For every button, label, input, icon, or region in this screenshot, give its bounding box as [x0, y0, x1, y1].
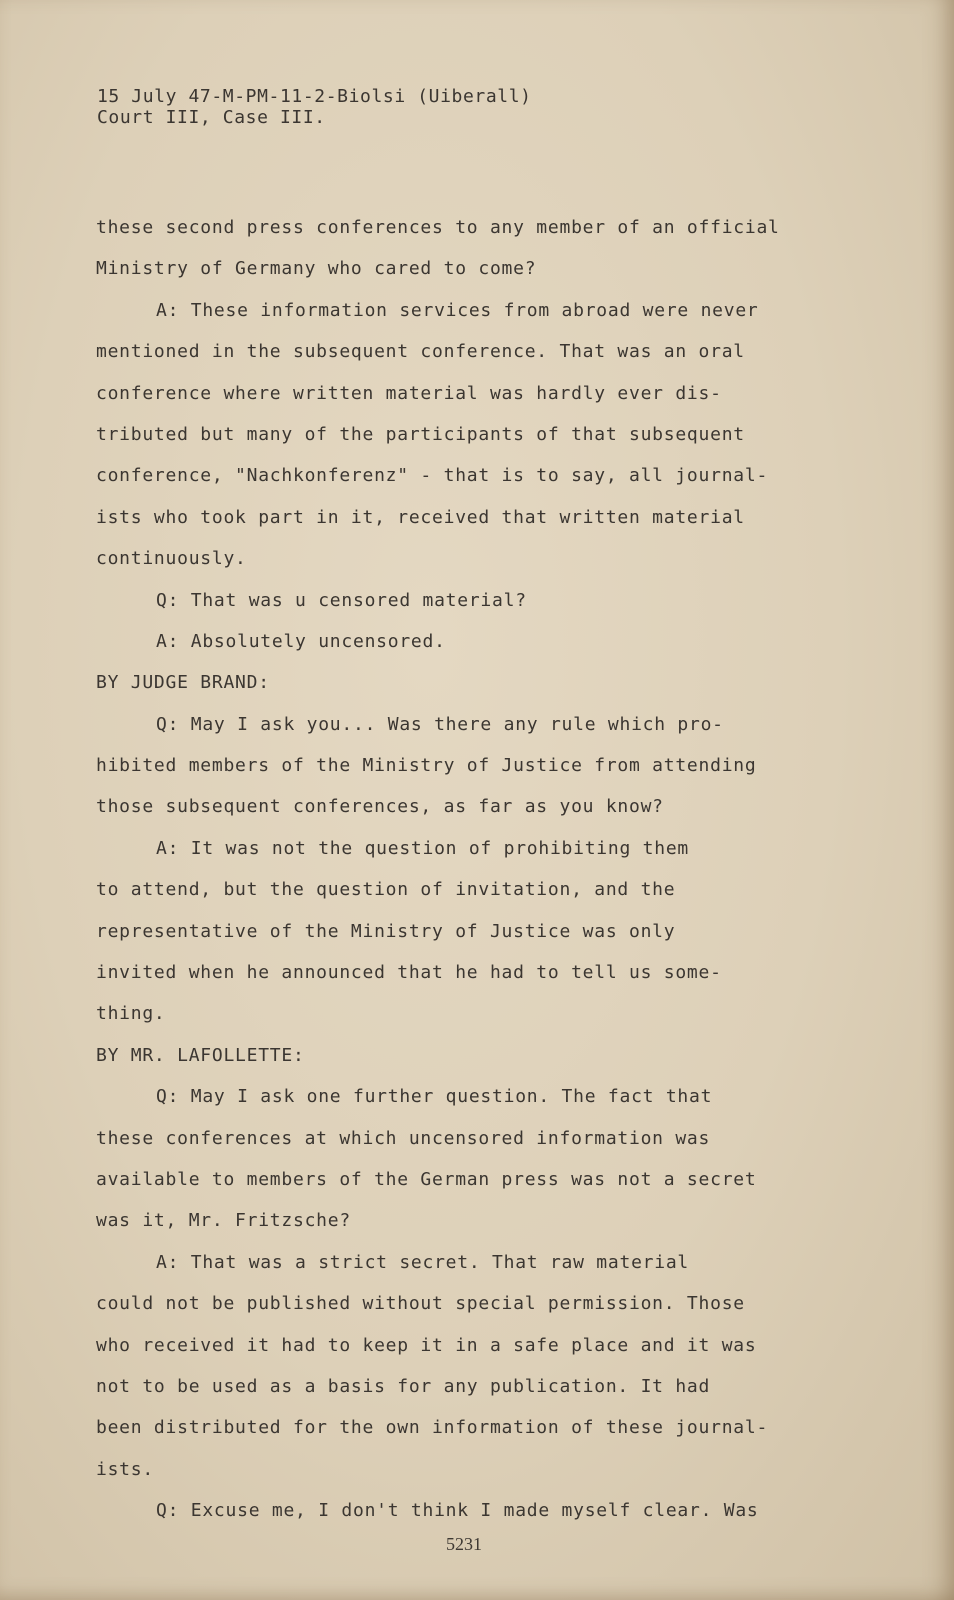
transcript-line: BY MR. LAFOLLETTE: — [96, 1044, 305, 1066]
transcript-line: BY JUDGE BRAND: — [96, 672, 270, 694]
transcript-line: tributed but many of the participants of that subsequent — [96, 423, 745, 445]
transcript-line: to attend, but the question of invitation, and the — [96, 879, 676, 901]
transcript-line: representative of the Ministry of Justice was only — [96, 920, 676, 942]
transcript-line: not to be used as a basis for any publication. It had — [96, 1375, 711, 1397]
header-session-line: 15 July 47-M-PM-11-2-Biolsi (Uiberall) — [97, 86, 532, 107]
transcript-line: these conferences at which uncensored information was — [96, 1127, 711, 1149]
page-number: 5231 — [446, 1534, 482, 1554]
transcript-line: A: That was a strict secret. That raw material — [156, 1251, 689, 1273]
transcript-line: A: Absolutely uncensored. — [156, 630, 446, 652]
transcript-line: these second press conferences to any member of an official — [96, 217, 780, 238]
transcript-line: mentioned in the subsequent conference. That was an oral — [96, 341, 745, 363]
transcript-line: could not be published without special permission. Those — [96, 1293, 745, 1315]
transcript-line: Ministry of Germany who cared to come? — [96, 258, 537, 280]
transcript-line: available to members of the German press was not a secret — [96, 1168, 757, 1190]
transcript-line: conference where written material was hardly ever dis- — [96, 382, 722, 404]
transcript-line: conference, "Nachkonferenz" - that is to say, all journal- — [96, 465, 769, 487]
transcript-body — [96, 207, 836, 1532]
transcript-line: Q: May I ask one further question. The fact that — [156, 1086, 713, 1108]
transcript-line: hibited members of the Ministry of Justice from attending — [96, 755, 757, 777]
transcript-line: Q: Excuse me, I don't think I made myself clear. Was — [156, 1500, 759, 1522]
transcript-line: A: These information services from abroad were never — [156, 299, 759, 321]
transcript-line: Q: That was u censored material? — [156, 589, 527, 611]
transcript-line: continuously. — [96, 548, 247, 570]
transcript-line: who received it had to keep it in a safe place and it was — [96, 1334, 757, 1356]
transcript-line: ists. — [96, 1458, 154, 1480]
transcript-line: ists who took part in it, received that written material — [96, 506, 745, 528]
transcript-line: those subsequent conferences, as far as you know? — [96, 796, 664, 818]
document-header — [97, 86, 532, 128]
header-court-line: Court III, Case III. — [97, 107, 326, 128]
transcript-line: invited when he announced that he had to tell us some- — [96, 962, 722, 984]
transcript-line: A: It was not the question of prohibiting them — [156, 837, 689, 859]
transcript-line: Q: May I ask you... Was there any rule which pro- — [156, 713, 724, 735]
transcript-line: was it, Mr. Fritzsche? — [96, 1210, 351, 1232]
transcript-line: been distributed for the own information of these journal- — [96, 1417, 769, 1439]
transcript-line: thing. — [96, 1003, 166, 1025]
